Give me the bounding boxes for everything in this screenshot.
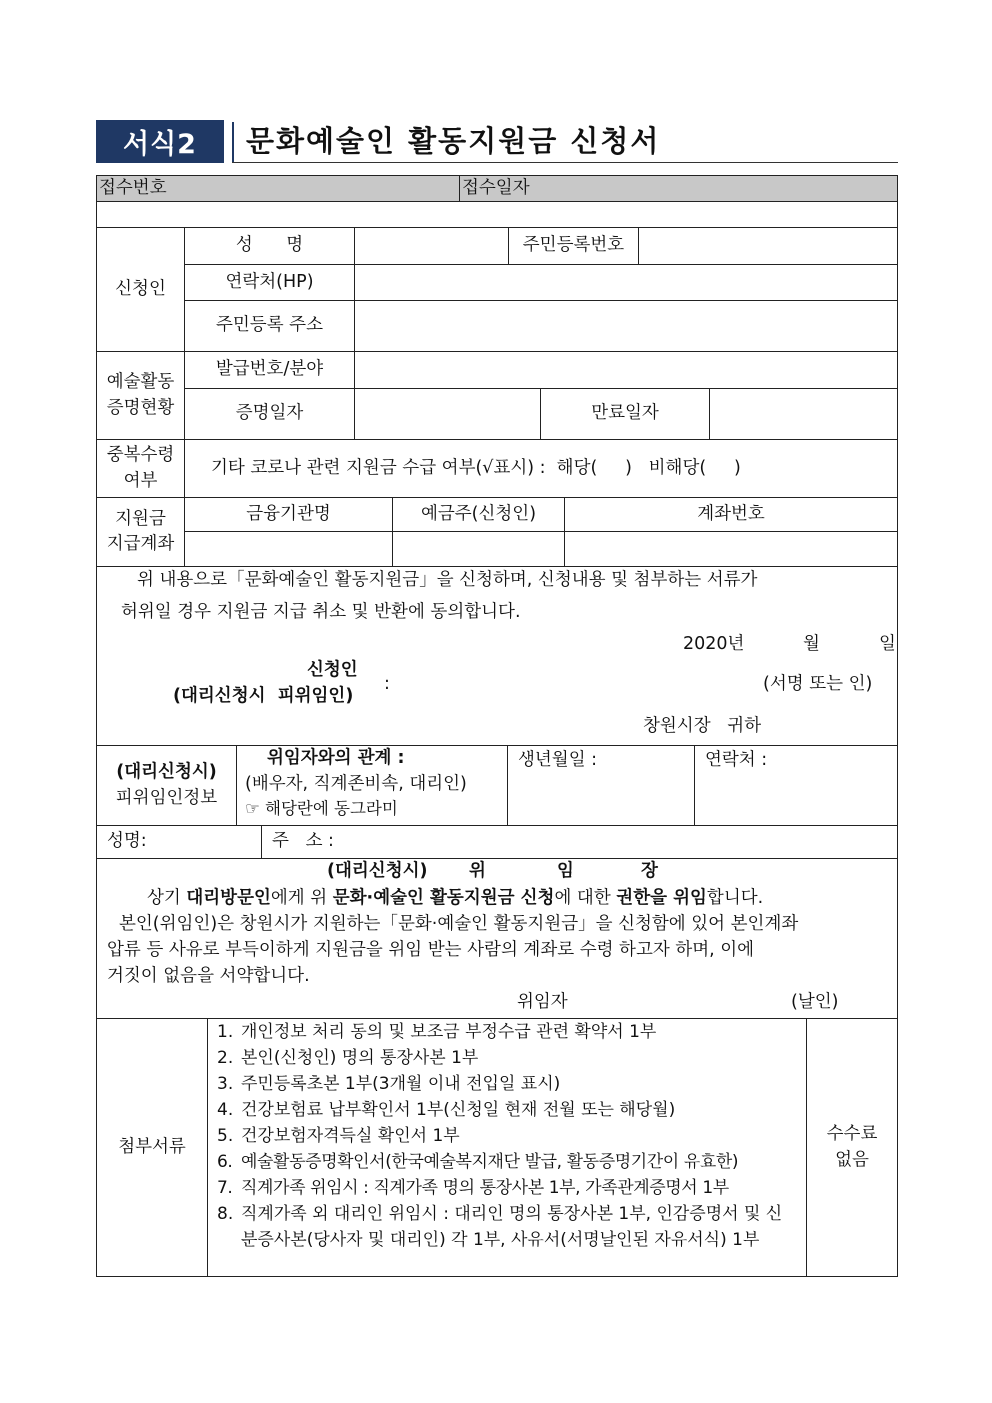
account-number-input[interactable]: [564, 531, 898, 567]
phone-label: 연락처(HP): [184, 264, 355, 301]
poa-title-char-1: 위: [469, 861, 486, 881]
birth-date-cell[interactable]: [507, 745, 695, 826]
proxy-info-label: [96, 745, 237, 826]
proxy-address-cell[interactable]: [261, 825, 898, 859]
proxy-info-label-2: 피위임인정보: [115, 787, 218, 808]
expiry-date-input[interactable]: [709, 388, 898, 440]
declaration-block: [96, 566, 898, 746]
form-header: [96, 120, 898, 164]
name-label: 성 명: [184, 227, 355, 265]
power-of-attorney-block: [96, 858, 898, 1019]
signer-label: 신청인: [307, 660, 358, 680]
poa-title-char-3: 장: [641, 861, 658, 881]
declaration-line-1: 위 내용으로「문화예술인 활동지원금」을 신청하며, 신청내용 및 첨부하는 서류가: [137, 570, 758, 590]
relation-options: (배우자, 직계존비속, 대리인): [245, 774, 467, 794]
header-underline: [232, 162, 898, 163]
attachment-item: 2. 본인(신청인) 명의 통장사본 1부: [217, 1048, 479, 1068]
reception-date-label: 접수일자: [459, 175, 898, 202]
attachment-item: 6. 예술활동증명확인서(한국예술복지재단 발급, 활동증명기간이 유효한): [217, 1152, 739, 1172]
poa-line-2: 본인(위임인)은 창원시가 지원하는「문화·예술인 활동지원금」을 신청함에 있어 본인계좌: [119, 914, 799, 934]
delegator-label: 위임자: [517, 992, 568, 1012]
account-holder-label: 예금주(신청인): [392, 497, 565, 532]
address-label: 주민등록 주소: [184, 300, 355, 352]
proxy-contact-label: 연락처 :: [705, 750, 768, 770]
relation-title: 위임자와의 관계 :: [267, 748, 405, 768]
proxy-contact-cell[interactable]: [694, 745, 898, 826]
birth-date-label: 생년월일 :: [518, 750, 598, 770]
name-input[interactable]: [354, 227, 509, 265]
bank-name-input[interactable]: [184, 531, 393, 567]
poa-line-1: 상기 대리방문인에게 위 문화·예술인 활동지원금 신청에 대한 권한을 위임합니다.: [147, 888, 764, 908]
poa-title-char-2: 임: [557, 861, 574, 881]
account-section-label: 지원금 지급계좌: [96, 497, 185, 567]
applicant-section-label: 신청인: [96, 227, 185, 352]
bank-name-label: 금융기관명: [184, 497, 393, 532]
attachment-item: 3. 주민등록초본 1부(3개월 이내 전입일 표시): [217, 1074, 561, 1094]
account-holder-input[interactable]: [392, 531, 565, 567]
form-number-badge: 서식2: [96, 120, 224, 163]
date-year: 2020년: [683, 634, 745, 654]
date-day: 일: [879, 634, 896, 654]
cert-date-input[interactable]: [354, 388, 541, 440]
expiry-date-label: 만료일자: [540, 388, 710, 440]
blank-row: [96, 201, 898, 228]
signer-proxy-label: (대리신청시 피위임인): [173, 686, 354, 706]
rrn-label: 주민등록번호: [508, 227, 639, 265]
proxy-address-label: 주 소 :: [272, 831, 334, 852]
relation-cell[interactable]: [236, 745, 508, 826]
poa-title-prefix: (대리신청시): [327, 861, 428, 881]
sign-note[interactable]: (서명 또는 인): [763, 674, 873, 694]
address-input[interactable]: [354, 300, 898, 352]
duplicate-check-text[interactable]: 기타 코로나 관련 지원금 수급 여부(√표시) : 해당( ) 비해당( ): [184, 439, 898, 498]
poa-line-3: 압류 등 사유로 부득이하게 지원금을 위임 받는 사람의 계좌로 수령 하고자 하며, 이에: [107, 940, 755, 960]
proxy-info-label-1: (대리신청시): [116, 762, 217, 783]
declaration-line-2: 허위일 경우 지원금 지급 취소 및 반환에 동의합니다.: [121, 602, 521, 622]
proxy-name-label: 성명:: [107, 831, 147, 852]
certificate-section-label: 예술활동 증명현황: [96, 351, 185, 440]
rrn-input[interactable]: [638, 227, 898, 265]
attachment-item: 1. 개인정보 처리 동의 및 보조금 부정수급 관련 확약서 1부: [217, 1022, 657, 1042]
attachments-label: 첨부서류: [96, 1018, 208, 1277]
attachment-item: 8. 직계가족 외 대리인 위임시 : 대리인 명의 통장사본 1부, 인감증명서 및 신분증사본(당사자 및 대리인) 각 1부, 사유서(서명날인된 자유서식) 1부: [217, 1204, 783, 1250]
form-title: 문화예술인 활동지원금 신청서: [246, 124, 661, 158]
signer-colon: :: [384, 674, 390, 694]
phone-input[interactable]: [354, 264, 898, 301]
duplicate-section-label: 중복수령 여부: [96, 439, 185, 498]
proxy-name-cell[interactable]: [96, 825, 262, 859]
cert-date-label: 증명일자: [184, 388, 355, 440]
issue-number-input[interactable]: [354, 351, 898, 389]
poa-line-4: 거짓이 없음을 서약합니다.: [107, 966, 310, 986]
seal-label[interactable]: (날인): [791, 992, 839, 1012]
issue-number-label: 발급번호/분야: [184, 351, 355, 389]
attachment-item: 5. 건강보험자격득실 확인서 1부: [217, 1126, 460, 1146]
relation-hint: ☞ 해당란에 동그라미: [245, 799, 398, 818]
header-divider: [232, 122, 234, 163]
attachments-list: [217, 1019, 798, 1253]
fee-label: 수수료 없음: [806, 1018, 898, 1277]
reception-number-label: 접수번호: [96, 175, 460, 202]
account-number-label: 계좌번호: [564, 497, 898, 532]
date-month: 월: [803, 634, 820, 654]
attachment-item: 4. 건강보험료 납부확인서 1부(신청일 현재 전월 또는 해당월): [217, 1100, 676, 1120]
attachments-list-cell: [207, 1018, 807, 1277]
attachment-item: 7. 직계가족 위임시 : 직계가족 명의 통장사본 1부, 가족관계증명서 1부: [217, 1178, 729, 1198]
addressee: 창원시장 귀하: [643, 716, 762, 736]
